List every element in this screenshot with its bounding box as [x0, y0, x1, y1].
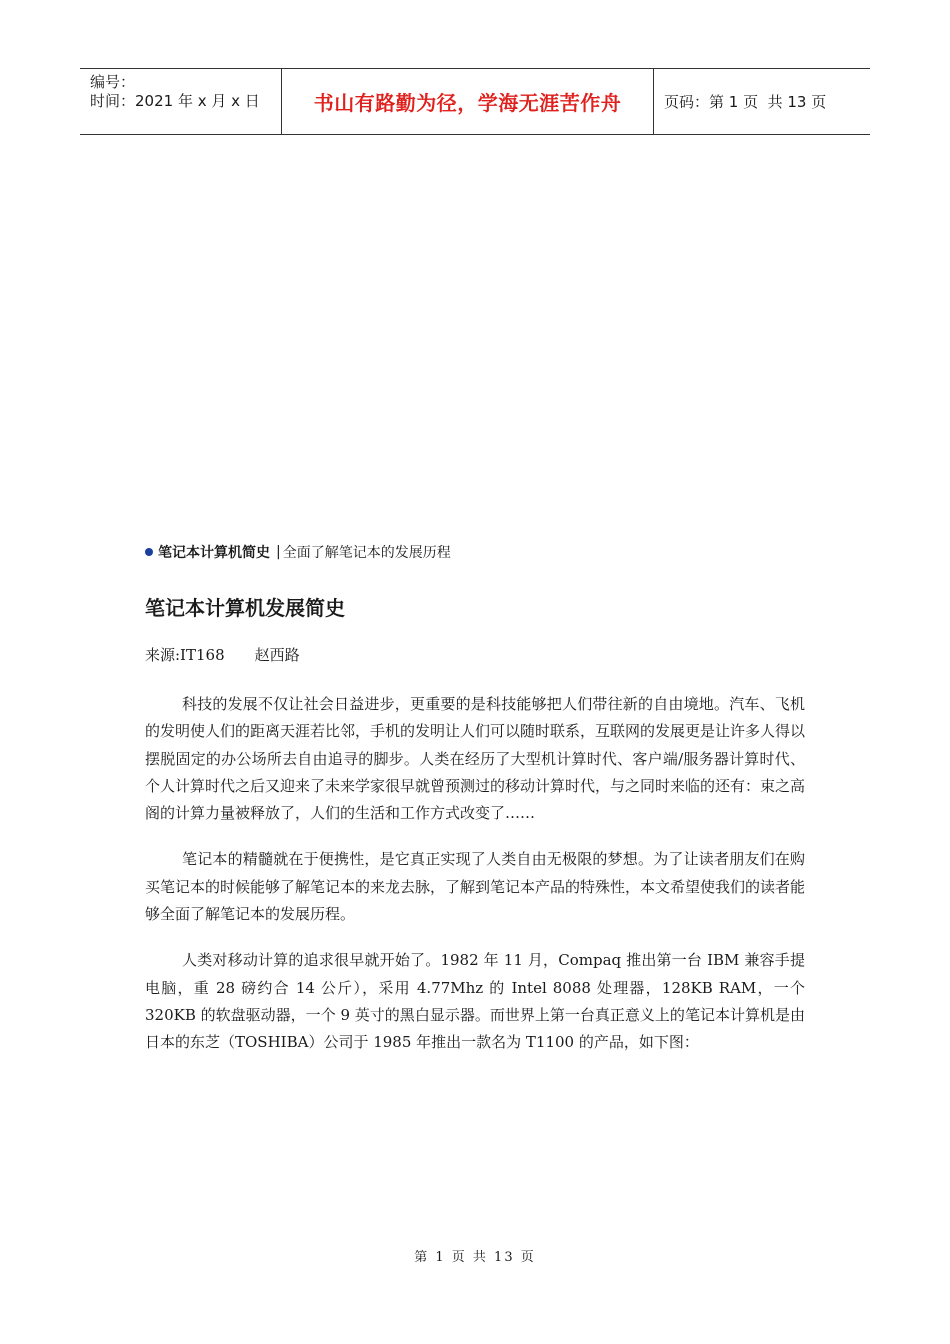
- paragraph: 人类对移动计算的追求很早就开始了。1982 年 11 月，Compaq 推出第一台 IBM 兼容手提电脑，重 28 磅约合 14 公斤），采用 4.77Mhz 的 Intel 8088 处理器，128KB RAM，一个 320KB 的软盘驱动器，一个 9 英寸的黑白显示器。而世界上第一台真正意义上的笔记本计算机是由日本的东芝（TOSHIBA）公司于 1985 年推出一款名为 T1100 的产品，如下图：: [145, 951, 805, 1052]
- bullet-dot-icon: [145, 548, 153, 556]
- paragraph: 科技的发展不仅让社会日益进步，更重要的是科技能够把人们带往新的自由境地。汽车、飞机的发明使人们的距离天涯若比邻，手机的发明让人们可以随时联系，互联网的发展更是让许多人得以摆脱固定的办公场所去自由追寻的脚步。人类在经历了大型机计算时代、客户端/服务器计算时代、个人计算时代之后又迎来了未来学家很早就曾预测过的移动计算时代，与之同时来临的还有：束之高阁的计算力量被释放了，人们的生活和工作方式改变了……: [145, 695, 806, 823]
- date-label: 时间：2021 年 x 月 x 日: [90, 92, 260, 110]
- page-footer: 第 1 页 共 13 页: [414, 1250, 536, 1265]
- number-label: 编号：: [90, 73, 136, 91]
- motto-text: 书山有路勤为径，学海无涯苦作舟: [313, 91, 622, 115]
- body-text: [145, 691, 805, 1076]
- subject-bold: 笔记本计算机简史: [158, 545, 270, 561]
- document-title: 笔记本计算机发展简史: [145, 596, 345, 620]
- paragraph: 笔记本的精髓就在于便携性，是它真正实现了人类自由无极限的梦想。为了让读者朋友们在购买笔记本的时候能够了解笔记本的来龙去脉，了解到笔记本产品的特殊性，本文希望使我们的读者能够全面了解笔记本的发展历程。: [145, 850, 806, 924]
- header-motto: [282, 69, 654, 134]
- subject-separator: |: [276, 544, 281, 560]
- author-name: 赵西路: [254, 646, 300, 664]
- document-header: [80, 68, 870, 135]
- header-page-info: [654, 69, 870, 134]
- subject-line: [145, 542, 451, 562]
- page-label: 页码：第 1 页 共 13 页: [664, 93, 827, 111]
- source-line: [145, 644, 300, 665]
- subject-rest: 全面了解笔记本的发展历程: [282, 545, 451, 561]
- source-label: 来源:IT168: [145, 646, 225, 664]
- header-meta: [80, 69, 282, 134]
